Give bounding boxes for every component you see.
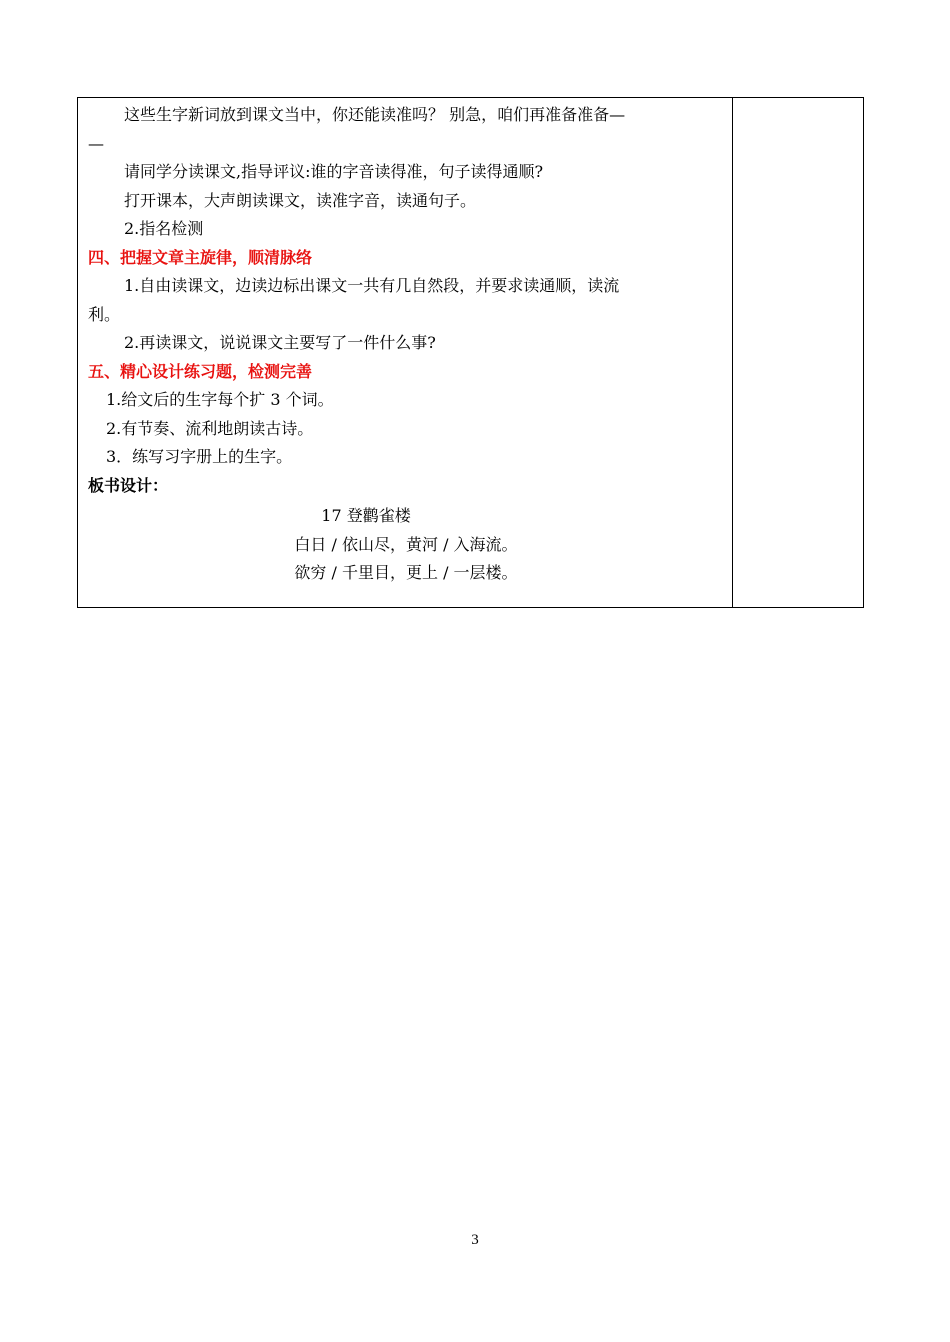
paragraph-group-reading: 请同学分读课文,指导评议:谁的字音读得准，句子读得通顺? [124,162,544,181]
paragraph-reread-intro: 这些生字新词放到课文当中，你还能读准吗？ 别急，咱们再准备准备— [124,105,626,124]
section4-item1-cont: 利。 [88,304,121,324]
paragraph-reread-intro-cont: — [88,133,104,153]
section5-item2: 2.有节奏、流利地朗读古诗。 [106,418,314,438]
board-poem-line-2: 欲穷 / 千里目，更上 / 一层楼。 [294,563,518,582]
notes-cell [733,98,863,607]
section5-item1: 1.给文后的生字每个扩 3 个词。 [106,390,334,409]
lesson-content-cell [78,98,733,607]
board-design-heading: 板书设计： [88,475,169,495]
section4-item1: 1.自由读课文，边读边标出课文一共有几自然段，并要求读通顺，读流 [124,276,620,295]
section-heading-4: 四、把握文章主旋律，顺清脉络 [88,247,313,267]
board-title: 17 登鹳雀楼 [321,506,411,525]
section-heading-5: 五、精心设计练习题，检测完善 [88,361,313,381]
section4-item2: 2.再读课文，说说课文主要写了一件什么事? [124,333,436,352]
page-number: 3 [471,1232,479,1248]
paragraph-named-check: 2.指名检测 [124,219,204,238]
board-poem-line-1: 白日 / 依山尽，黄河 / 入海流。 [294,534,518,554]
lesson-table [77,97,864,608]
section5-item3: 3．练写习字册上的生字。 [106,447,293,466]
paragraph-open-textbook: 打开课本，大声朗读课文，读准字音，读通句子。 [124,190,477,210]
